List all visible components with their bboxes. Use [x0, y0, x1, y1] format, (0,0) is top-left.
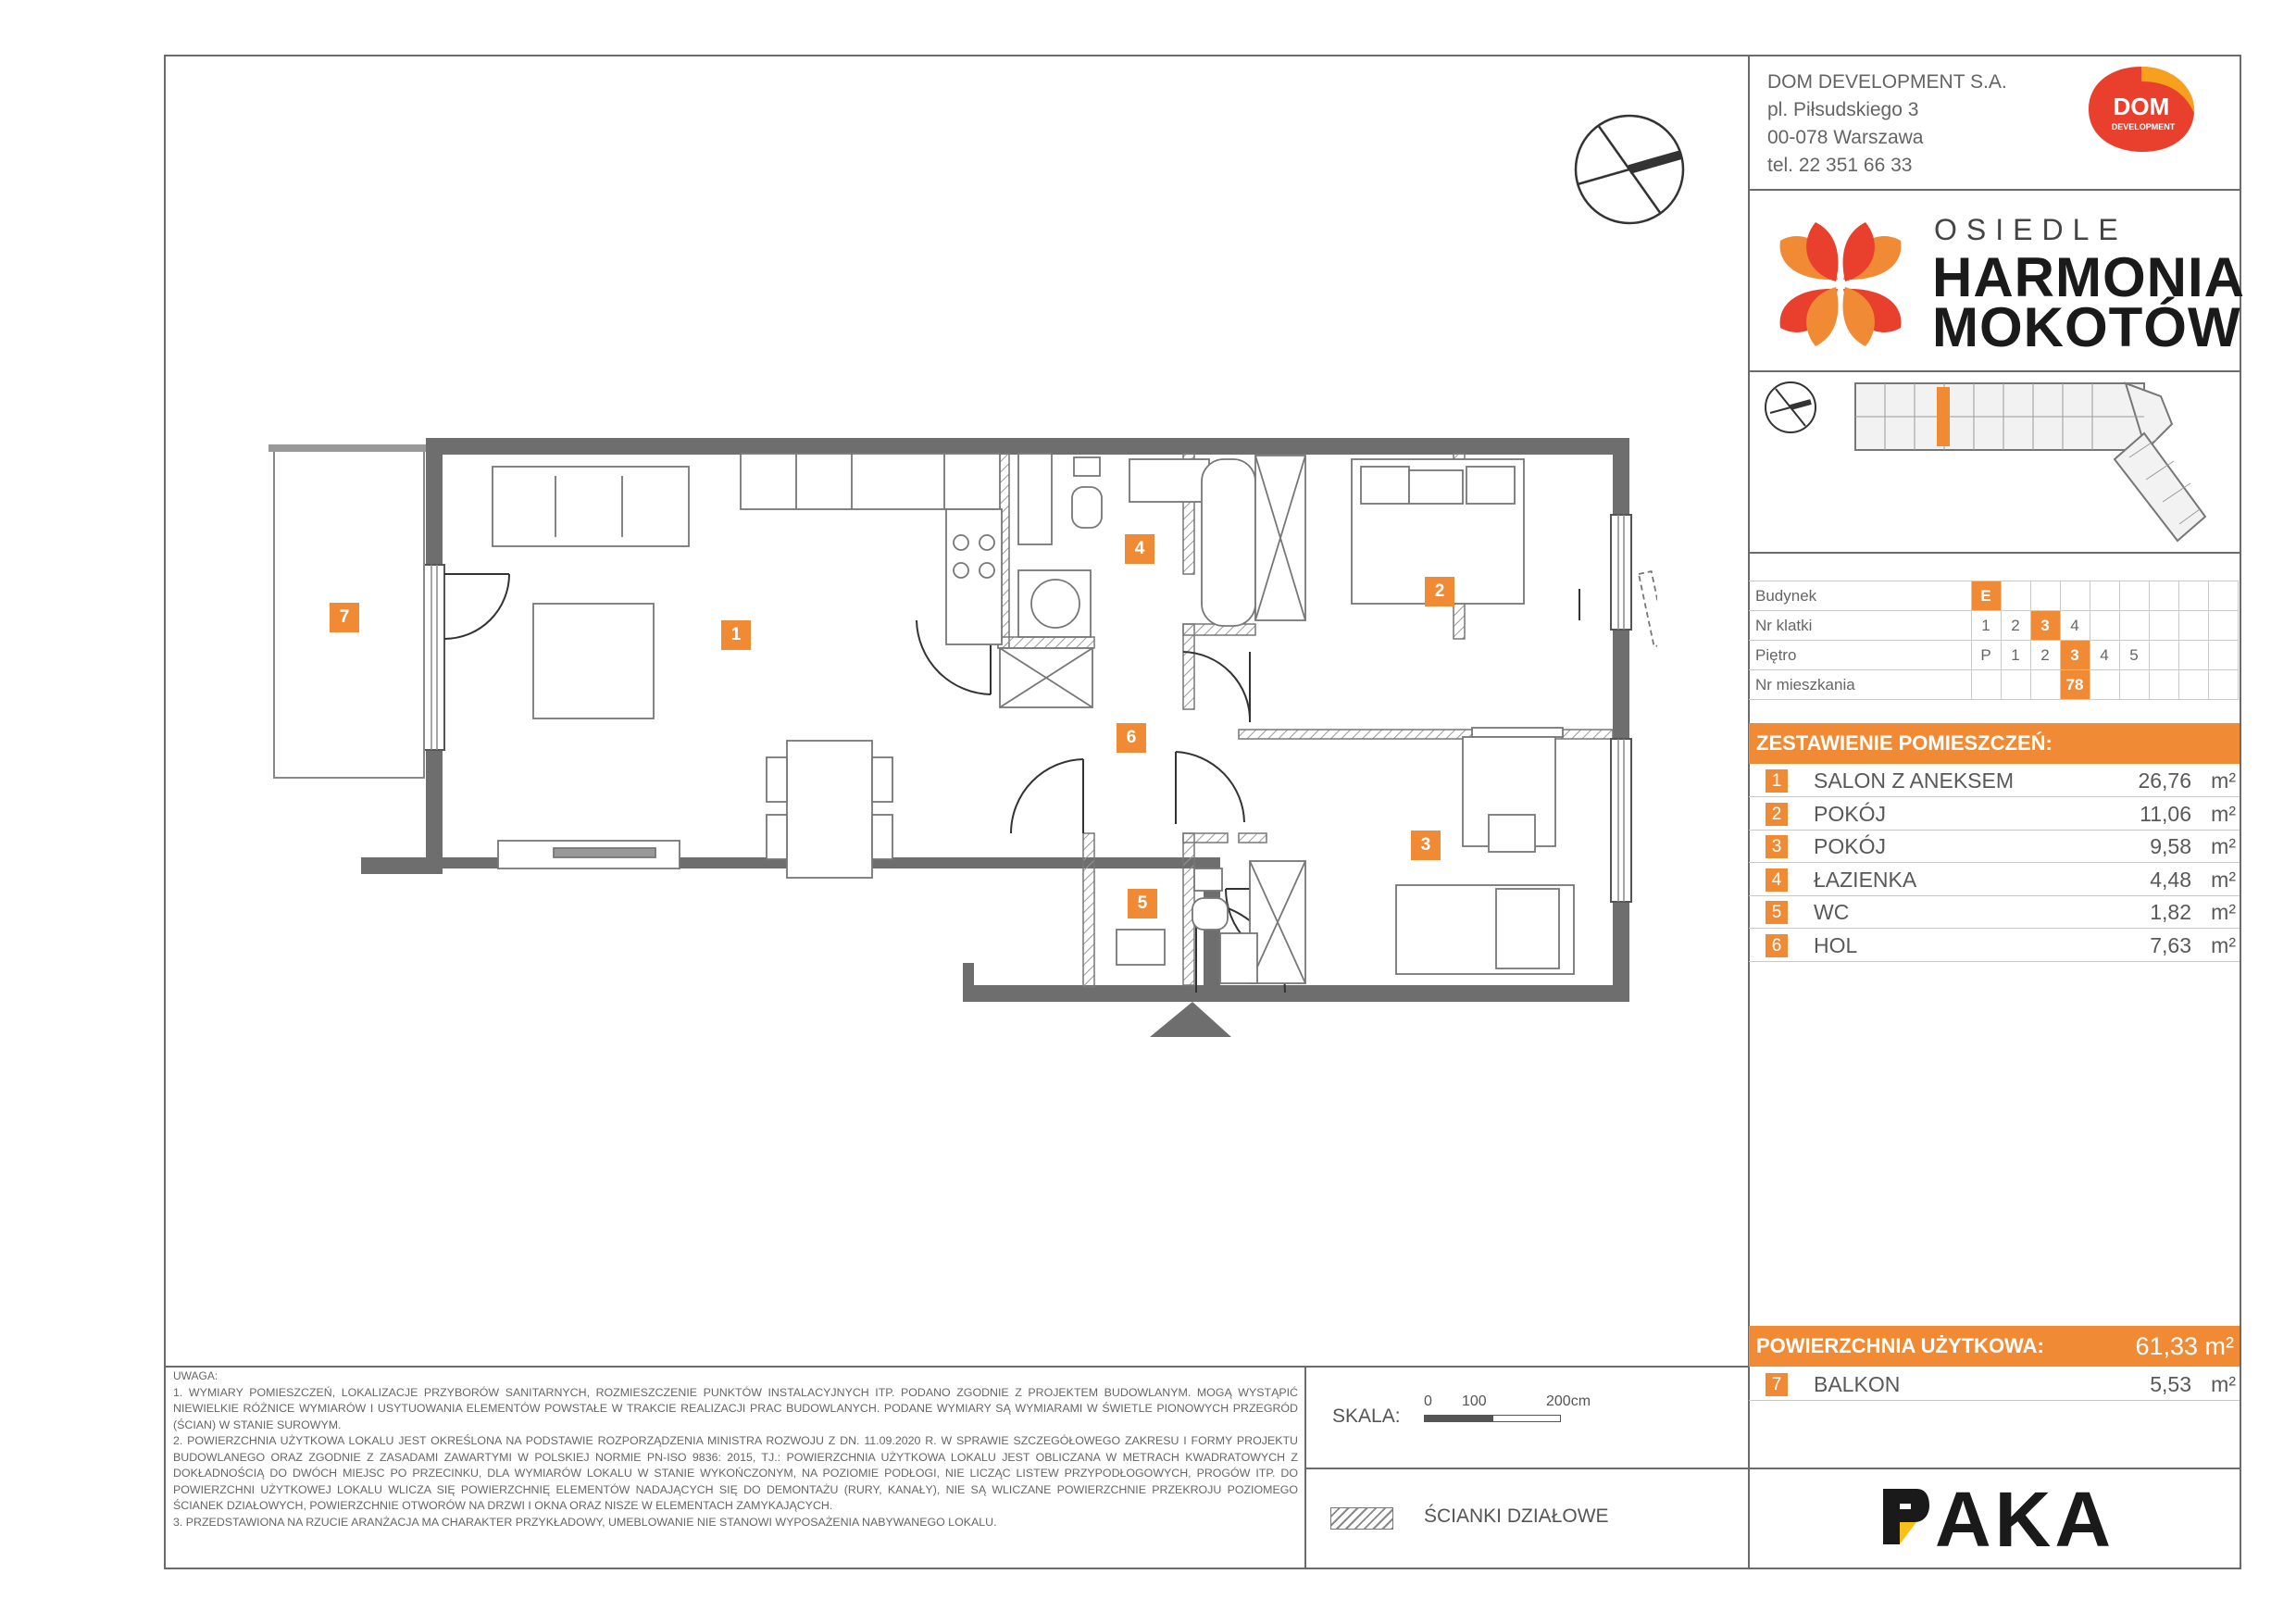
- label-building: Budynek: [1749, 581, 1971, 611]
- cell-floor-2: 2: [2030, 641, 2060, 670]
- room-name: WC: [1814, 900, 1850, 924]
- cell-staircase-1: 1: [1971, 611, 2001, 641]
- room-name: ŁAZIENKA: [1814, 867, 1917, 892]
- company-name: DOM DEVELOPMENT S.A.: [1767, 71, 2007, 93]
- room-unit: m²: [2211, 801, 2236, 826]
- paka-logo-letters: AKA: [1935, 1476, 2115, 1563]
- cell-staircase-4: 4: [2060, 611, 2090, 641]
- room-unit: m²: [2211, 867, 2236, 892]
- cell-building: E: [1971, 581, 2001, 611]
- company-phone: tel. 22 351 66 33: [1767, 155, 1913, 176]
- note-2: 2. POWIERZCHNIA UŻYTKOWA LOKALU JEST OKREŚLONA NA PODSTAWIE ROZPORZĄDZENIA MINISTRA ROZWOJU Z DN. 11.09.2020 R. W SPRAWIE SZCZEGÓŁOWEGO ZAKRESU I FORMY PROJEKTU BUDOWLANEGO ORAZ ZGODNIE Z ZASADAMI ZAWARTYMI W POLSKIEJ NORMIE PN-ISO 9836: 2015, TJ.: POWIERZCHNIA UŻYTKOWA LOKALU JEST OBLICZANA W METRACH KWADRATOWYCH Z DOKŁADNOŚCIĄ DO DWÓCH MIEJSC PO PRZECINKU, DLA WYMIARÓW LOKALU W STANIE WYKOŃCZONYM, NA POZIOMIE PODŁOGI, NIE LICZĄC LISTEW PRZYPODŁOGOWYCH, PROGÓW ITP. DO POWIERZCHNI UŻYTKOWEJ LOKALU WLICZA SIĘ POWIERZCHNIĘ ELEMENTÓW NADAJĄCYCH SIĘ DO DEMONTAŻU (RURY, KANAŁY), NIE SĄ WLICZANE POWIERZCHNIE PRZEKROJU POZIOMEGO ŚCIANEK DZIAŁOWYCH, POWIERZCHNIE OTWORÓW NA DRZWI I OKNA ORAZ NISZE W ELEMENTACH ZAMYKAJĄCYCH.: [173, 1434, 1298, 1512]
- cell-staircase-3: 3: [2030, 611, 2060, 641]
- scale-tick-0: 0: [1424, 1393, 1432, 1409]
- cell-floor-p: P: [1971, 641, 2001, 670]
- balcony-unit: m²: [2211, 1372, 2236, 1396]
- room-row: [1749, 831, 2240, 863]
- divider-company: [1748, 189, 2241, 191]
- room-name: POKÓJ: [1814, 834, 1886, 858]
- balcony-number: 7: [1766, 1373, 1788, 1396]
- row-floor: [1749, 641, 2238, 670]
- partition-legend-label: ŚCIANKI DZIAŁOWE: [1424, 1505, 1609, 1527]
- scale-tick-100: 100: [1462, 1393, 1487, 1409]
- room-area: 9,58: [2150, 834, 2191, 858]
- keyplan-selected-unit: [1937, 387, 1950, 446]
- scale-tick-200: 200cm: [1546, 1393, 1591, 1409]
- room-number: 5: [1766, 901, 1788, 924]
- row-building: [1749, 581, 2238, 611]
- room-row: [1749, 765, 2240, 797]
- cell-staircase-2: 2: [2001, 611, 2030, 641]
- room-number: 6: [1766, 934, 1788, 957]
- room-number: 3: [1766, 835, 1788, 858]
- floor-plan: [250, 426, 1657, 1042]
- divider-legend: [1304, 1468, 2241, 1469]
- room-unit: m²: [2211, 932, 2236, 957]
- divider-notes: [164, 1366, 1750, 1368]
- project-line3: MOKOTÓW: [1932, 296, 2241, 358]
- room-area: 26,76: [2138, 768, 2191, 793]
- cell-floor-5: 5: [2119, 641, 2149, 670]
- notes-title: UWAGA:: [173, 1369, 218, 1382]
- dom-development-logo: [2085, 65, 2198, 154]
- room-area: 4,48: [2150, 867, 2191, 892]
- balcony-row: [1749, 1368, 2240, 1401]
- unit-info-table: [1749, 581, 2239, 700]
- plan-label-room-1: 1: [721, 620, 751, 650]
- logo-text-development: DEVELOPMENT: [2111, 122, 2176, 131]
- note-3: 3. PRZEDSTAWIONA NA RZUCIE ARANŻACJA MA CHARAKTER PRZYKŁADOWY, UMEBLOWANIE NIE STANOWI WYPOSAŻENIA NABYWANEGO LOKALU.: [173, 1515, 997, 1529]
- company-info: [1767, 69, 2007, 180]
- room-unit: m²: [2211, 900, 2236, 924]
- room-row: [1749, 864, 2240, 896]
- room-unit: m²: [2211, 768, 2236, 793]
- company-address1: pl. Piłsudskiego 3: [1767, 99, 1919, 120]
- cell-floor-1: 1: [2001, 641, 2030, 670]
- usable-area-label: POWIERZCHNIA UŻYTKOWA:: [1756, 1334, 2044, 1357]
- plan-label-room-2: 2: [1425, 577, 1454, 606]
- room-row: [1749, 896, 2240, 929]
- divider-brand: [1748, 370, 2241, 372]
- cell-apartment-number: 78: [2060, 670, 2090, 700]
- label-floor: Piętro: [1749, 641, 1971, 670]
- room-area: 7,63: [2150, 932, 2191, 957]
- label-apartment: Nr mieszkania: [1749, 670, 1971, 700]
- project-line1: OSIEDLE: [1934, 213, 2128, 246]
- room-name: POKÓJ: [1814, 801, 1886, 826]
- notes: [173, 1368, 1298, 1530]
- room-number: 4: [1766, 868, 1788, 892]
- room-number: 2: [1766, 803, 1788, 826]
- plan-label-room-4: 4: [1125, 534, 1154, 564]
- rooms-header: ZESTAWIENIE POMIESZCZEŃ:: [1749, 723, 2240, 764]
- room-area: 1,82: [2150, 900, 2191, 924]
- row-apartment: [1749, 670, 2238, 700]
- cell-floor-4: 4: [2090, 641, 2119, 670]
- plan-label-room-6: 6: [1117, 723, 1146, 753]
- note-1: 1. WYMIARY POMIESZCZEŃ, LOKALIZACJE PRZYBORÓW SANITARNYCH, ROZMIESZCZENIE PUNKTÓW INSTALACYJNYCH ITP. PODANO ZGODNIE Z PROJEKTEM BUDOWLANYM. MOGĄ WYSTĄPIĆ NIEWIELKIE RÓŻNICE WYMIARÓW I USYTUOWANIA ELEMENTÓW POWSTAŁE W TRAKCIE REALIZACJI PRAC BUDOWLANYCH. PODANE WYMIARY SĄ WYMIARAMI W ŚWIETLE PIONOWYCH PRZEGRÓD (ŚCIAN) W STANIE SUROWYM.: [173, 1385, 1298, 1431]
- room-name: HOL: [1814, 932, 1858, 957]
- building-key-plan: [1848, 378, 2209, 555]
- room-unit: m²: [2211, 834, 2236, 858]
- partition-legend-swatch: [1330, 1507, 1393, 1530]
- row-staircase: [1749, 611, 2238, 641]
- usable-area-value: 61,33 m²: [2135, 1332, 2234, 1360]
- label-staircase: Nr klatki: [1749, 611, 1971, 641]
- usable-area-bar: [1749, 1326, 2240, 1367]
- project-line2: HARMONIA: [1932, 246, 2245, 308]
- cell-floor-3: 3: [2060, 641, 2090, 670]
- room-row: [1749, 798, 2240, 831]
- room-row: [1749, 930, 2240, 962]
- scale-label: SKALA:: [1332, 1405, 1401, 1427]
- plan-label-room-7: 7: [330, 603, 359, 632]
- balcony-area: 5,53: [2150, 1372, 2191, 1396]
- company-address2: 00-078 Warszawa: [1767, 127, 1924, 148]
- room-name: SALON Z ANEKSEM: [1814, 768, 2015, 793]
- harmonia-flower-logo: [1771, 215, 1910, 354]
- plan-label-room-3: 3: [1411, 831, 1441, 860]
- room-number: 1: [1766, 769, 1788, 793]
- logo-text-dom: DOM: [2113, 93, 2170, 120]
- scale-bar: [1424, 1393, 1591, 1421]
- north-compass: [1572, 112, 1687, 231]
- keyplan-compass: [1763, 380, 1818, 440]
- balcony-name: BALKON: [1814, 1372, 1901, 1396]
- room-area: 11,06: [2140, 801, 2191, 826]
- plan-label-room-5: 5: [1128, 889, 1157, 918]
